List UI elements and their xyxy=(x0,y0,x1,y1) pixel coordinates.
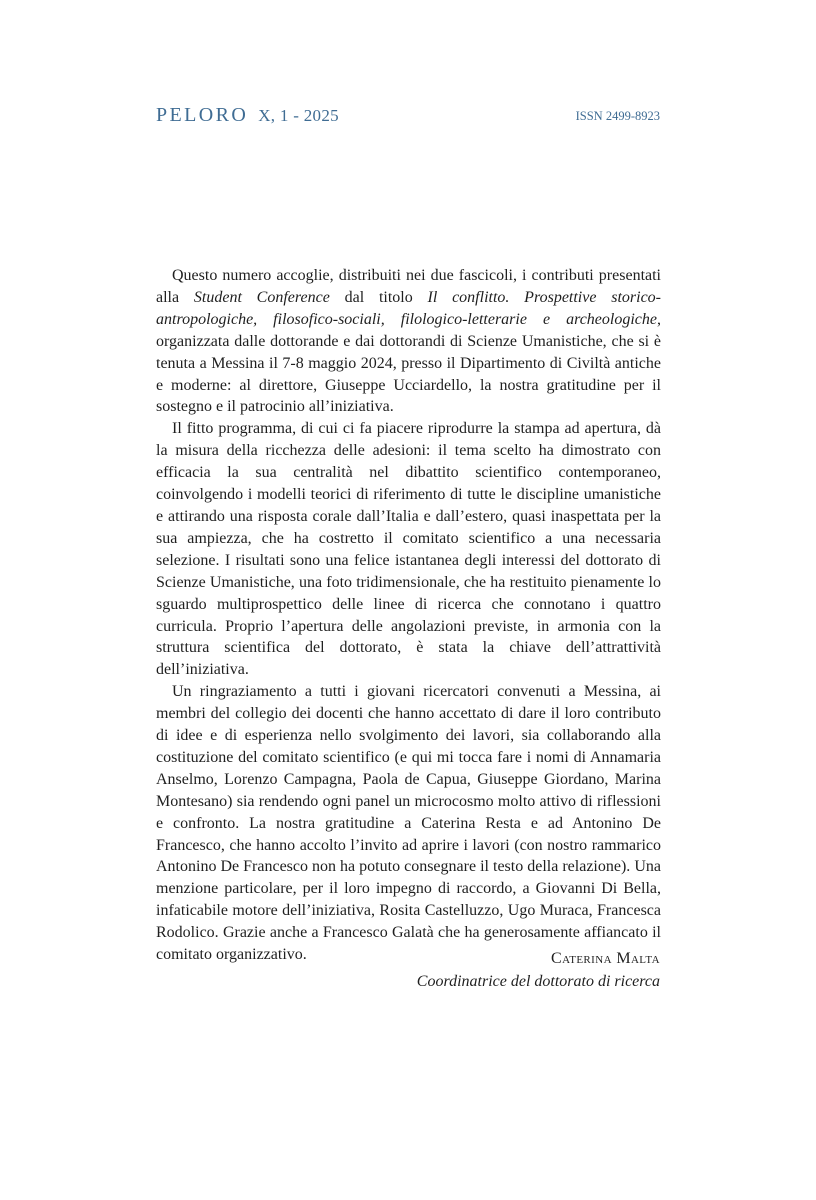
journal-name: PELORO xyxy=(156,104,249,126)
article-body xyxy=(156,265,661,966)
journal-issue: X, 1 - 2025 xyxy=(258,106,339,125)
conference-name: Student Conference xyxy=(193,288,330,306)
conference-title: Il conflitto. Prospettive storico-antropologiche, filosofico-sociali, filologico-letterarie e archeologiche xyxy=(156,288,662,328)
signature-block xyxy=(417,947,660,993)
page-header xyxy=(156,104,660,128)
paragraph-1: Questo numero accoglie, distribuiti nei due fascicoli, i contributi presentati alla Student Conference dal titolo Il conflitto. Prospettive storico-antropologiche, filosofico-sociali, filologico-letterarie e archeologiche, organizzata dalle dottorande e dai dottorandi di Scienze Umanistiche, che si è tenuta a Messina il 7-8 maggio 2024, presso il Dipartimento di Civiltà antiche e moderne: al direttore, Giuseppe Ucciardello, la nostra gratitudine per il sostegno e il patrocinio all’iniziativa. xyxy=(156,267,662,416)
paragraph-2: Il fitto programma, di cui ci fa piacere riprodurre la stampa ad apertura, dà la misura della ricchezza delle adesioni: il tema scelto ha dimostrato con efficacia la sua centralità nel dibattito scientifico contemporaneo, coinvolgendo i modelli teorici di riferimento di tutte le discipline umanistiche e attirando una risposta corale dall’Italia e dall’estero, quasi inaspettata per la sua ampiezza, che ha costretto il comitato scientifico a una necessaria selezione. I risultati sono una felice istantanea degli interessi del dottorato di Scienze Umanistiche, una foto tridimensionale, che ha restituito pienamente lo sguardo multiprospettico delle linee di ricerca che connotano i quattro curricula. Proprio l’apertura delle angolazioni previste, in armonia con la struttura scientifica del dottorato, è stata la chiave dell’attrattività dell’iniziativa. xyxy=(156,420,661,679)
issn-number: ISSN 2499-8923 xyxy=(575,109,660,123)
journal-title xyxy=(156,104,339,127)
signature-role: Coordinatrice del dottorato di ricerca xyxy=(416,973,660,990)
signature-name: Caterina Malta xyxy=(551,950,660,967)
paragraph-3: Un ringraziamento a tutti i giovani ricercatori convenuti a Messina, ai membri del collegio dei docenti che hanno accettato di dare il loro contributo di idee e di esperienza nello svolgimento dei lavori, sia collaborando alla costituzione del comitato scientifico (e qui mi tocca fare i nomi di Annamaria Anselmo, Lorenzo Campagna, Paola de Capua, Giuseppe Giordano, Marina Montesano) sia rendendo ogni panel un microcosmo molto attivo di riflessioni e confronto. La nostra gratitudine a Caterina Resta e ad Antonino De Francesco, che hanno accolto l’invito ad aprire i lavori (con nostro rammarico Antonino De Francesco non ha potuto consegnare il testo della relazione). Una menzione particolare, per il loro impegno di raccordo, a Giovanni Di Bella, infaticabile motore dell’iniziativa, Rosita Castelluzzo, Ugo Muraca, Francesca Rodolico. Grazie anche a Francesco Galatà che ha generosamente affiancato il comitato organizzativo. xyxy=(156,683,661,964)
